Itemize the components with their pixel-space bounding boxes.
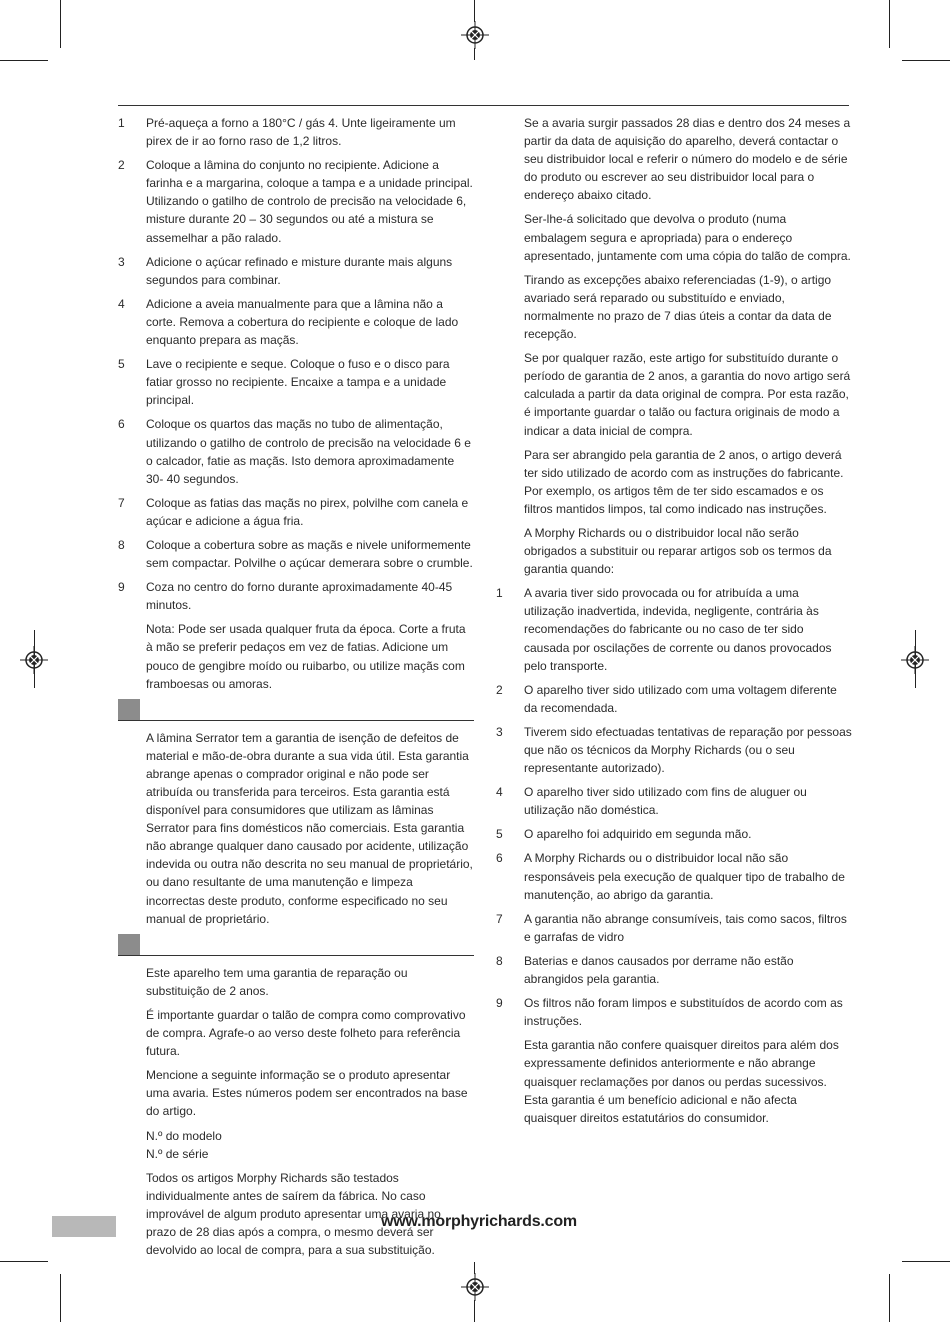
exclusion-item <box>496 723 852 777</box>
step-text: Coza no centro do forno durante aproximadamente 40-45 minutos. <box>146 580 453 613</box>
model-label: N.º do modelo <box>146 1128 222 1143</box>
crop-mark <box>902 1261 950 1262</box>
top-rule <box>118 105 849 106</box>
warranty-paragraph: Para ser abrangido pela garantia de 2 anos, o artigo deverá ter sido utilizado de acordo com as instruções do fabricante. Por exemplo, os artigos têm de ter sido escamados e os filtros mantidos limpos, tal como indicado nas instruções. <box>524 447 844 516</box>
exclusion-number: 3 <box>496 724 503 739</box>
section-header-warranty <box>118 934 474 956</box>
exclusion-item <box>496 952 852 988</box>
crop-mark <box>474 1300 475 1322</box>
footer-website-link[interactable]: www.morphyrichards.com <box>381 1213 577 1230</box>
registration-mark-icon <box>901 646 929 674</box>
crop-mark <box>0 60 48 61</box>
warranty-paragraph: Mencione a seguinte informação se o produto apresentar uma avaria. Estes números podem ser encontrados na base do artigo. <box>146 1068 468 1119</box>
step-number: 4 <box>118 296 125 311</box>
warranty-paragraph: Este aparelho tem uma garantia de reparação ou substituição de 2 anos. <box>146 965 408 998</box>
crop-mark <box>60 0 61 48</box>
step-number: 3 <box>118 254 125 269</box>
step-number: 1 <box>118 116 125 130</box>
crop-mark <box>889 1274 890 1322</box>
exclusion-text: O aparelho tiver sido utilizado com uma voltagem diferente da recomendada. <box>524 682 837 715</box>
step-text: Pré-aqueça a forno a 180°C / gás 4. Unte ligeiramente um pirex de ir ao forno raso de 1,2 litros. <box>146 116 456 149</box>
exclusion-text: A garantia não abrange consumíveis, tais como sacos, filtros e garrafas de vidro <box>524 911 847 944</box>
exclusion-number: 5 <box>496 827 503 842</box>
exclusion-text: O aparelho tiver sido utilizado com fins de aluguer ou utilização não doméstica. <box>524 785 807 818</box>
tested-paragraph: Todos os artigos Morphy Richards são testados individualmente antes de saírem da fábrica. No caso improvável de algum produto apresentar uma avaria no prazo de 28 dias após a compra, o mesmo deverá ser devolvido ao local de compra, para a sua substituição. <box>146 1170 441 1258</box>
warranty-paragraph: Se a avaria surgir passados 28 dias e dentro dos 24 meses a partir da data de aquisição do aparelho, deverá contactar o seu distribuidor local e referir o número do modelo e de série do produto ou escrever ao seu distribuidor local para o endereço abaixo citado. <box>524 116 851 203</box>
exclusion-number: 1 <box>496 586 503 601</box>
exclusion-number: 9 <box>496 996 503 1011</box>
section-tab <box>118 699 140 720</box>
exclusion-number: 7 <box>496 911 503 926</box>
step-text: Adicione o açúcar refinado e misture durante mais alguns segundos para combinar. <box>146 254 453 287</box>
recipe-step <box>118 578 474 614</box>
exclusion-number: 8 <box>496 953 503 968</box>
exclusion-number: 4 <box>496 785 503 800</box>
step-number: 5 <box>118 357 125 372</box>
exclusion-item <box>496 994 852 1030</box>
exclusion-text: Baterias e danos causados por derrame não estão abrangidos pela garantia. <box>524 953 794 987</box>
closing-paragraph: Esta garantia não confere quaisquer direitos para além dos expressamente definidos anteriormente e não abrange quaisquer reclamações por danos ou perdas sucessivos. Esta garantia é um benefício adicional e não afecta quaisquer direitos estatutários do consumidor. <box>524 1038 839 1125</box>
crop-mark <box>474 48 475 60</box>
step-text: Coloque os quartos das maçãs no tubo de alimentação, utilizando o gatilho de controlo de precisão na velocidade 6 e o calcador, fatie as maçãs. Isto demora aproximadamente 30- 40 segundos. <box>146 417 471 486</box>
exclusion-item <box>496 825 852 843</box>
exclusion-item <box>496 783 852 819</box>
recipe-step <box>118 415 474 487</box>
section-header-serrator <box>118 699 474 721</box>
exclusion-number: 6 <box>496 851 503 866</box>
registration-mark-icon <box>461 21 489 49</box>
recipe-step <box>118 295 474 349</box>
exclusion-item <box>496 910 852 946</box>
page-tab <box>52 1216 116 1237</box>
recipe-step <box>118 536 474 572</box>
crop-mark <box>902 60 950 61</box>
step-number: 6 <box>118 417 125 432</box>
right-column <box>496 114 852 1133</box>
crop-mark <box>60 1274 61 1322</box>
crop-mark <box>474 0 475 22</box>
exclusion-text: O aparelho foi adquirido em segunda mão. <box>524 827 752 842</box>
recipe-step <box>118 114 474 150</box>
recipe-step <box>118 253 474 289</box>
exclusion-text: Tiverem sido efectuadas tentativas de reparação por pessoas que não os técnicos da Morphy Richards (ou o seu representante autorizado). <box>524 724 852 776</box>
exclusion-number: 2 <box>496 682 503 697</box>
step-number: 2 <box>118 158 125 173</box>
step-number: 7 <box>118 495 125 510</box>
step-text: Coloque a lâmina do conjunto no recipiente. Adicione a farinha e a margarina, coloque a tampa e a unidade principal. Utilizando o gatilho de controlo de precisão na velocidade 6, misture durante 20 – 30 segundos ou até a mistura se assemelhar a pão ralado. <box>146 158 473 245</box>
warranty-paragraph: Tirando as excepções abaixo referenciadas (1-9), o artigo avariado será reparado ou substituído e enviado, normalmente no prazo de 7 dias úteis a contar da data de recepção. <box>524 272 832 342</box>
crop-mark <box>889 0 890 48</box>
recipe-step <box>118 156 474 246</box>
step-text: Adicione a aveia manualmente para que a lâmina não a corte. Remova a cobertura do recipiente e coloque de lado enquanto prepara as maçãs. <box>146 296 459 348</box>
exclusion-item <box>496 681 852 717</box>
crop-mark <box>0 1261 48 1262</box>
recipe-step <box>118 494 474 530</box>
serrator-warranty-text: A lâmina Serrator tem a garantia de isenção de defeitos de material e mão-de-obra durante a sua vida útil. Esta garantia abrange apenas o comprador original e não pode ser atribuída ou transferida para terceiros. Esta garantia está disponível para consumidores que utilizam as lâminas Serrator para fins domésticos não comerciais. Esta garantia não abrange qualquer dano causado por acidente, utilização indevida ou outra não descrita no seu manual de proprietário, ou dano resultante de uma manutenção e limpeza incorrectas deste produto, conforme especificado no seu manual de proprietário. <box>146 730 473 926</box>
warranty-paragraph: É importante guardar o talão de compra como comprovativo de compra. Agrafe-o ao verso deste folheto para referência futura. <box>146 1007 466 1059</box>
recipe-step <box>118 355 474 409</box>
exclusion-text: A Morphy Richards ou o distribuidor local não são responsáveis pela execução de qualquer tipo de trabalho de manutenção, ao abrigo da garantia. <box>524 851 845 902</box>
warranty-paragraph: Se por qualquer razão, este artigo for substituído durante o período de garantia de 2 anos, a garantia do novo artigo será calculada a partir da data original de compra. Por esta razão, é importante guardar o talão ou factura originais de modo a indicar a data inicial de compra. <box>524 351 851 438</box>
recipe-note: Nota: Pode ser usada qualquer fruta da época. Corte a fruta à mão se preferir pedaços em vez de fatias. Adicione um pouco de gengibre moído ou ruibarbo, ou utilize maçãs com framboesas ou amoras. <box>146 622 466 691</box>
step-number: 9 <box>118 580 125 595</box>
serial-label: N.º de série <box>146 1146 209 1161</box>
warranty-paragraph: A Morphy Richards ou o distribuidor local não serão obrigados a substituir ou reparar artigos sob os termos da garantia quando: <box>524 525 832 577</box>
warranty-paragraph: Ser-lhe-á solicitado que devolva o produto (numa embalagem segura e apropriada) para o endereço apresentado, juntamente com uma cópia do talão de compra. <box>524 212 851 263</box>
registration-mark-icon <box>461 1273 489 1301</box>
step-text: Coloque a cobertura sobre as maçãs e nivele uniformemente sem compactar. Polvilhe o açúcar demerara sobre o crumble. <box>146 537 473 571</box>
exclusion-item <box>496 849 852 903</box>
exclusion-item <box>496 584 852 674</box>
step-text: Lave o recipiente e seque. Coloque o fuso e o disco para fatiar grosso no recipiente. Encaixe a tampa e a unidade principal. <box>146 357 450 408</box>
exclusion-text: A avaria tiver sido provocada ou for atribuída a uma utilização inadvertida, indevida, negligente, contrária às recomendações do fabricante ou no caso de ter sido causada por oscilações de corrente ou danos provocados pelo transporte. <box>524 586 832 673</box>
exclusion-text: Os filtros não foram limpos e substituídos de acordo com as instruções. <box>524 996 843 1029</box>
left-column <box>118 114 474 1265</box>
registration-mark-icon <box>20 646 48 674</box>
step-text: Coloque as fatias das maçãs no pirex, polvilhe com canela e açúcar e adicione a água fria. <box>146 495 469 528</box>
section-tab <box>118 934 140 955</box>
step-number: 8 <box>118 537 125 552</box>
